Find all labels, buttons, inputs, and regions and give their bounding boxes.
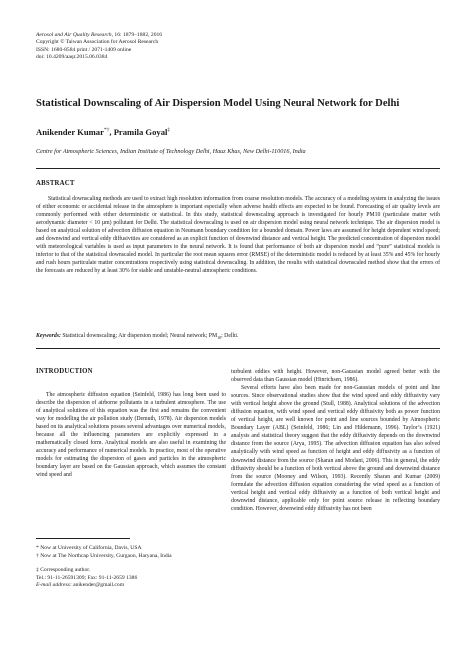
footnote-item: Tel.: 91-11-26591309; Fax: 91-11-2659 1386 — [36, 574, 138, 581]
email-link[interactable]: anikender@gmail.com — [71, 582, 125, 589]
journal-issn: ISSN: 1680-8584 print / 2071-1409 online — [36, 46, 132, 53]
keywords-text-end: ; Delhi. — [221, 333, 239, 339]
author-name: Pramila Goyal — [113, 127, 168, 137]
email-label: E-mail address: — [36, 582, 72, 589]
affiliation: Centre for Atmospheric Sciences, Indian Institute of Technology Delhi, Hauz Khas, New Delhi-110016, India — [36, 148, 306, 155]
footnotes — [36, 545, 226, 590]
footnote-gap — [36, 560, 226, 567]
footnote-item: * Now at University of California, Davis, USA — [36, 545, 142, 551]
column-right — [231, 368, 440, 513]
footnote-item: † Now at The Northcap University, Gurgaon, Haryana, India — [36, 552, 172, 559]
journal-name: Aerosol and Air Quality Research — [36, 32, 112, 38]
journal-copyright: Copyright © Taiwan Association for Aerosol Research — [36, 39, 159, 46]
author-separator: , — [109, 127, 114, 137]
author-marks: ‡ — [167, 127, 171, 134]
divider-top — [36, 168, 440, 169]
body-paragraph: The atmospheric diffusion equation (Seinfeld, 1986) has long been used to describe the dispersion of airborne pollutants in a turbulent atmosphere. The use of analytical solutions of this equation was the first and remains the convenient way for modelling the air pollution study (Demuth, 1978). Air dispersion models based on its analytical solutions posses several advantages over numerical models, because all the influencing parameters are explicitly expressed in a mathematically closed form. Analytical models are also useful in examining the accuracy and performance of numerical models. In practice, most of the operative models for estimating the dispersion of gases and particles in the atmospheric boundary layer are based on the Gaussian approach, which assumes the constant wind speed and — [36, 392, 226, 479]
keywords-text: Statistical downscaling; Air dispersion model; Neural network; PM — [60, 333, 218, 339]
journal-header — [36, 32, 336, 62]
abstract-text: Statistical downscaling methods are used to extract high resolution information from coarse resolution models. The accuracy of a modeling system in analyzing the issues of either economic or accidental release in the atmosphere is important especially when adverse health effects are expected to be found. Forecasting of air quality levels are commonly performed with either deterministic or statistical. In this study, statistical downscaling approach is investigated for hourly PM10 (particulate matter with aerodynamic diameter < 10 µm) pollutant for Delhi. The statistical downscaling is used on air dispersion model using neural network technique. The air dispersion model is based on analytical solution of advection diffusion equation in Neumann boundary condition for a bounded domain. Power laws are assumed for height dependent wind speed; and downwind and vertical eddy diffusivities are considered as an explicit function of downwind distance and vertical height. The predicted concentration of dispersion model with meteorological variables is used as input parameters to the neural network. It is found that performance of both air dispersion model and “pure” statistical models is inferior to that of the statistical downscaled model. In particular the root mean squares error (RMSE) of the deterministic model is reduced by at least 35% and 45% for hourly and rush hours particulate matter concentrations respectively using statistical downscaling. In addition, the results with statistical downscaled method show that the errors of the forecasts are reduced by at least 30% for stable and unstable-neutral atmospheric conditions. — [36, 196, 440, 275]
journal-volume: , 16: 1879–1882, 2016 — [111, 32, 163, 38]
author-marks: *† — [103, 127, 110, 134]
body-paragraph: Several efforts have also been made for non-Gaussian models of point and line sources. Since observational studies show that the wind speed and eddy diffusivity vary with vertical height above the ground (Stull, 1988). Analytical solutions of the advection diffusion equation, with wind speed and vertical eddy diffusivity both as power function of vertical height, are well known for point and line sources bounded by Atmospheric Boundary Layer (ABL) (Seinfeld, 1986; Lin and Hildemann, 1996). Taylor’s (1921) analysis and statistical theory suggest that the eddy diffusivity depends on the downwind distance from the source (Arya, 1995). The advection diffusion equation has also solved analytically with wind speed as function of height and eddy diffusivity as a function of downwind distance from the source (Sharan and Modani, 2006). This in general, the eddy diffusivity should be a function of both vertical above the ground and downwind distance from the source (Mooney and Wilson, 1993). Recently Sharan and Kumar (2009) formulate the advection diffusion equation considering the wind speed as a function of vertical height and vertical eddy diffusivity as a function of both vertical height and downwind distance, applicable only for point source release in reflecting boundary condition. However, downwind eddy diffusivity has not been — [231, 385, 440, 512]
divider-bottom — [36, 348, 440, 349]
abstract-heading: ABSTRACT — [36, 180, 75, 187]
keywords-subscript: 10 — [217, 335, 222, 341]
author-name: Anikender Kumar — [36, 127, 104, 137]
author-list — [36, 127, 456, 137]
footnote-divider — [36, 538, 130, 539]
paper-title: Statistical Downscaling of Air Dispersion Model Using Neural Network for Delhi — [36, 98, 400, 109]
keywords-label: Keywords: — [36, 333, 61, 339]
introduction-heading: INTRODUCTION — [36, 368, 93, 375]
footnote-item: ‡ Corresponding author. — [36, 567, 91, 574]
footnote-email — [36, 582, 226, 590]
column-left — [36, 391, 226, 480]
body-paragraph: turbulent eddies with height. However, non-Gaussian model agreed better with the observed data than Gaussian model (Hinrichsen, 1986). — [231, 369, 440, 384]
journal-doi[interactable]: doi: 10.4209/aaqr.2015.06.0384 — [36, 54, 108, 61]
keywords — [36, 332, 440, 342]
